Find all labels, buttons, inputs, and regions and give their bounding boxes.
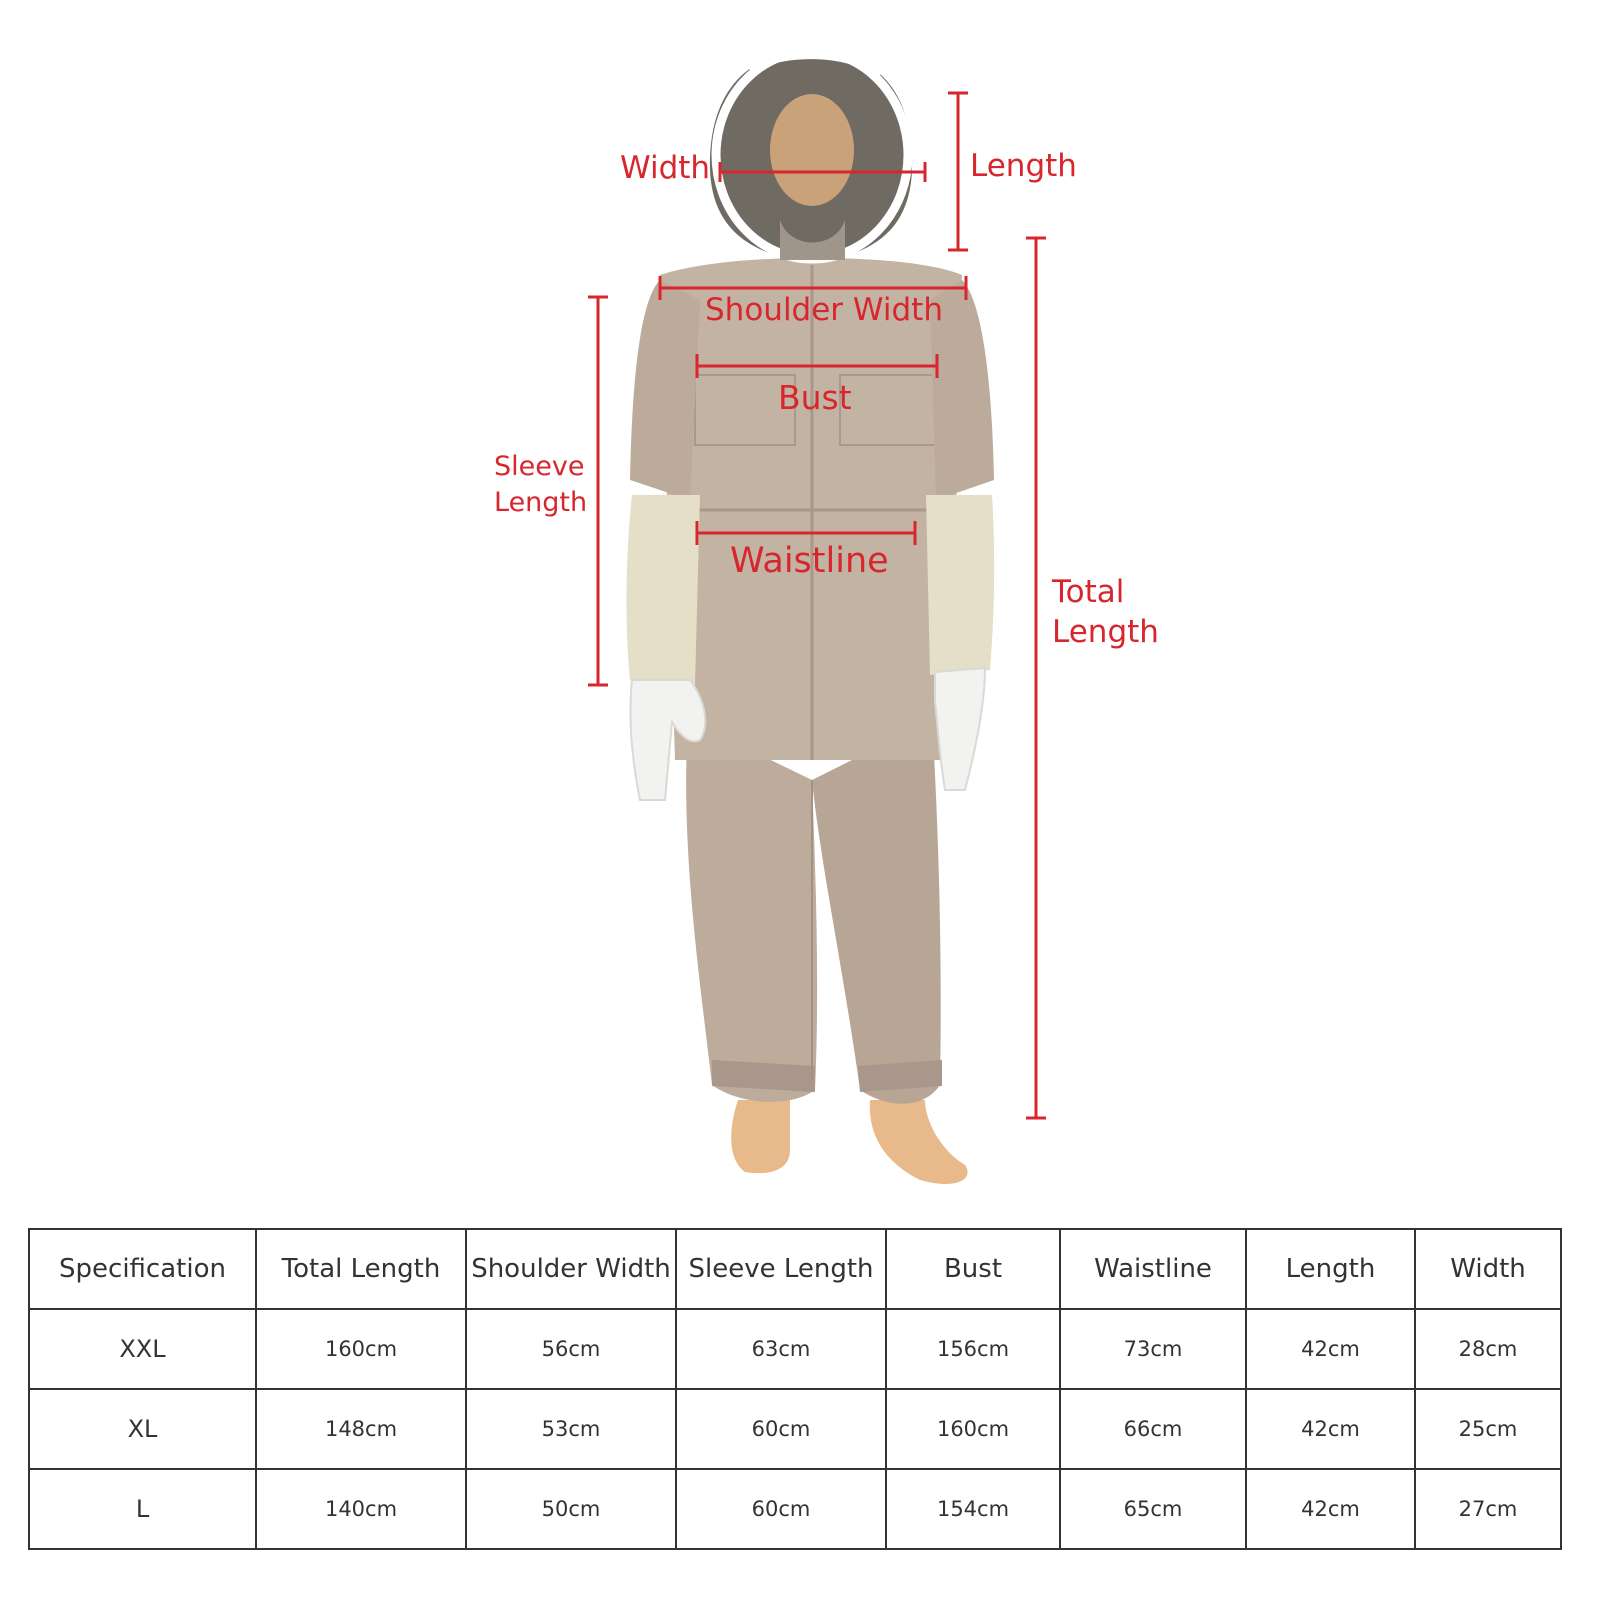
cell-width: 27cm xyxy=(1415,1469,1561,1549)
label-total-length-line2: Length xyxy=(1052,614,1159,650)
label-hood-width: Width xyxy=(620,150,711,186)
cell-sleeve-length: 60cm xyxy=(676,1389,886,1469)
cell-sleeve-length: 60cm xyxy=(676,1469,886,1549)
label-waistline: Waistline xyxy=(730,541,889,581)
header-total-length: Total Length xyxy=(256,1229,466,1309)
label-bust: Bust xyxy=(778,378,852,417)
header-specification: Specification xyxy=(29,1229,256,1309)
size-spec-table xyxy=(28,1228,1562,1550)
cell-waistline: 66cm xyxy=(1060,1389,1246,1469)
mannequin-feet xyxy=(731,1100,967,1184)
label-sleeve-length-line2: Length xyxy=(494,487,588,518)
header-shoulder-width: Shoulder Width xyxy=(466,1229,676,1309)
table-row xyxy=(29,1389,1561,1469)
cell-bust: 154cm xyxy=(886,1469,1060,1549)
cell-width: 28cm xyxy=(1415,1309,1561,1389)
sleeve-length-line xyxy=(588,297,608,685)
cell-size: XL xyxy=(29,1389,256,1469)
header-length: Length xyxy=(1246,1229,1415,1309)
cell-bust: 160cm xyxy=(886,1389,1060,1469)
cell-sleeve-length: 63cm xyxy=(676,1309,886,1389)
header-bust: Bust xyxy=(886,1229,1060,1309)
cell-total-length: 160cm xyxy=(256,1309,466,1389)
cell-waistline: 65cm xyxy=(1060,1469,1246,1549)
cell-total-length: 148cm xyxy=(256,1389,466,1469)
cell-width: 25cm xyxy=(1415,1389,1561,1469)
label-shoulder-width: Shoulder Width xyxy=(705,292,943,328)
cell-bust: 156cm xyxy=(886,1309,1060,1389)
veil-hood xyxy=(710,50,912,262)
cell-size: L xyxy=(29,1469,256,1549)
cell-waistline: 73cm xyxy=(1060,1309,1246,1389)
header-width: Width xyxy=(1415,1229,1561,1309)
hood-length-line xyxy=(948,93,968,250)
cell-length: 42cm xyxy=(1246,1469,1415,1549)
cell-size: XXL xyxy=(29,1309,256,1389)
suit-torso xyxy=(660,258,962,760)
suit-legs xyxy=(686,720,942,1104)
table-header-row xyxy=(29,1229,1561,1309)
cell-length: 42cm xyxy=(1246,1389,1415,1469)
label-hood-length: Length xyxy=(970,148,1077,184)
cell-shoulder-width: 50cm xyxy=(466,1469,676,1549)
cell-shoulder-width: 56cm xyxy=(466,1309,676,1389)
header-sleeve-length: Sleeve Length xyxy=(676,1229,886,1309)
cell-total-length: 140cm xyxy=(256,1469,466,1549)
label-total-length-line1: Total xyxy=(1052,574,1125,610)
cell-shoulder-width: 53cm xyxy=(466,1389,676,1469)
table-row xyxy=(29,1469,1561,1549)
cell-length: 42cm xyxy=(1246,1309,1415,1389)
header-waistline: Waistline xyxy=(1060,1229,1246,1309)
total-length-line xyxy=(1026,238,1046,1118)
label-sleeve-length-line1: Sleeve xyxy=(494,451,585,482)
table-row xyxy=(29,1309,1561,1389)
